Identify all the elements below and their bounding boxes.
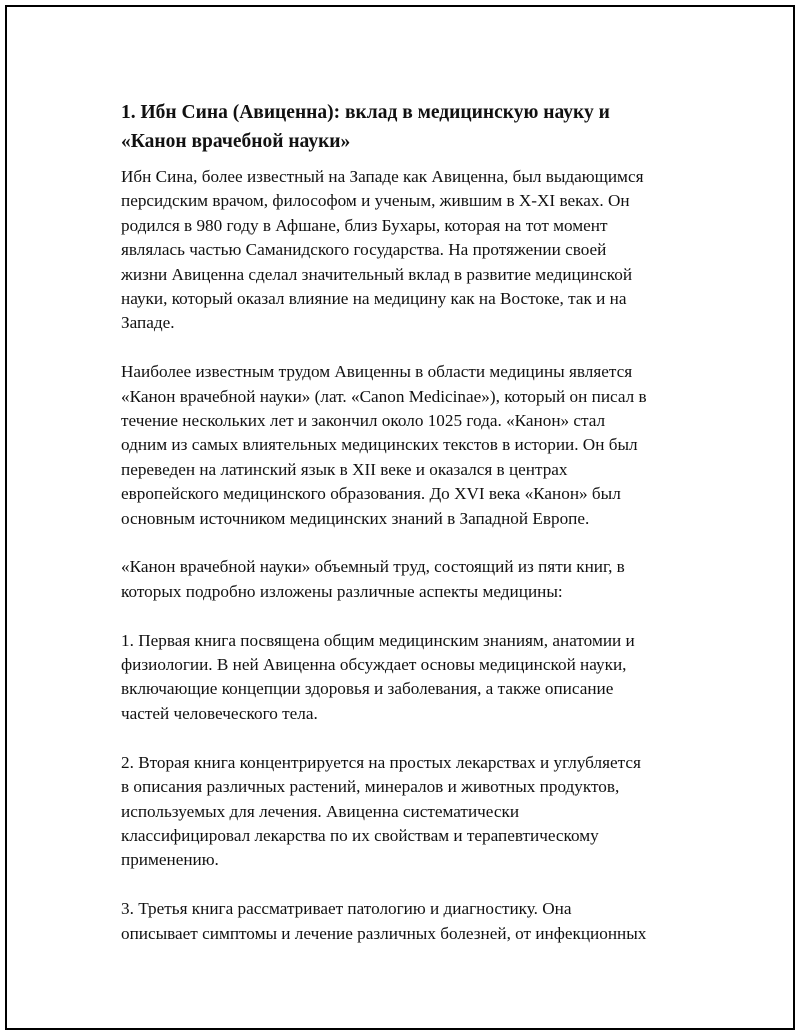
text-line: описывает симптомы и лечение различных болезней, от инфекционных	[121, 923, 647, 943]
text-line: персидским врачом, философом и ученым, жившим в X-XI веках. Он	[121, 191, 630, 211]
text-line: Наиболее известным трудом Авиценны в области медицины является	[121, 362, 633, 382]
text-line: основным источником медицинских знаний в Западной Европе.	[121, 508, 590, 528]
text-line: используемых для лечения. Авиценна систематически	[121, 801, 520, 821]
text-line: 2. Вторая книга концентрируется на простых лекарствах и углубляется	[121, 752, 641, 772]
text-line: частей человеческого тела.	[121, 703, 318, 723]
page-frame	[5, 5, 795, 1030]
text-line: включающие концепции здоровья и заболевания, а также описание	[121, 679, 614, 699]
list-item-book-3	[121, 897, 701, 946]
text-line: жизни Авиценна сделал значительный вклад в развитие медицинской	[121, 264, 633, 284]
text-line: 3. Третья книга рассматривает патологию и диагностику. Она	[121, 899, 572, 919]
text-line: которых подробно изложены различные аспекты медицины:	[121, 581, 563, 601]
text-line: европейского медицинского образования. До XVI века «Канон» был	[121, 484, 621, 504]
paragraph-structure	[121, 555, 701, 604]
text-line: течение нескольких лет и закончил около 1025 года. «Канон» стал	[121, 411, 606, 431]
text-line: 1. Первая книга посвящена общим медицинским знаниям, анатомии и	[121, 630, 635, 650]
section-heading	[121, 98, 701, 156]
list-item-book-1	[121, 629, 701, 727]
list-item-book-2	[121, 751, 701, 873]
text-line: классифицировал лекарства по их свойствам и терапевтическому	[121, 825, 599, 845]
heading-line: 1. Ибн Сина (Авиценна): вклад в медицинскую науку и	[121, 102, 610, 123]
paragraph-intro	[121, 165, 701, 336]
text-line: родился в 980 году в Афшане, близ Бухары, которая на тот момент	[121, 215, 608, 235]
text-line: Западе.	[121, 313, 175, 333]
text-line: переведен на латинский язык в XII веке и оказался в центрах	[121, 459, 568, 479]
text-line: науки, который оказал влияние на медицину как на Востоке, так и на	[121, 289, 627, 309]
text-line: «Канон врачебной науки» (лат. «Canon Medicinae»), который он писал в	[121, 386, 647, 406]
text-line: в описания различных растений, минералов и животных продуктов,	[121, 777, 620, 797]
text-line: являлась частью Саманидского государства. На протяжении своей	[121, 240, 607, 260]
text-line: физиологии. В ней Авиценна обсуждает основы медицинской науки,	[121, 655, 627, 675]
paragraph-canon	[121, 360, 701, 531]
text-line: Ибн Сина, более известный на Западе как Авиценна, был выдающимся	[121, 167, 644, 186]
text-line: «Канон врачебной науки» объемный труд, состоящий из пяти книг, в	[121, 557, 625, 577]
text-line: одним из самых влиятельных медицинских текстов в истории. Он был	[121, 435, 638, 455]
text-line: применению.	[121, 850, 219, 870]
heading-line: «Канон врачебной науки»	[121, 131, 351, 152]
document-body	[121, 98, 701, 970]
